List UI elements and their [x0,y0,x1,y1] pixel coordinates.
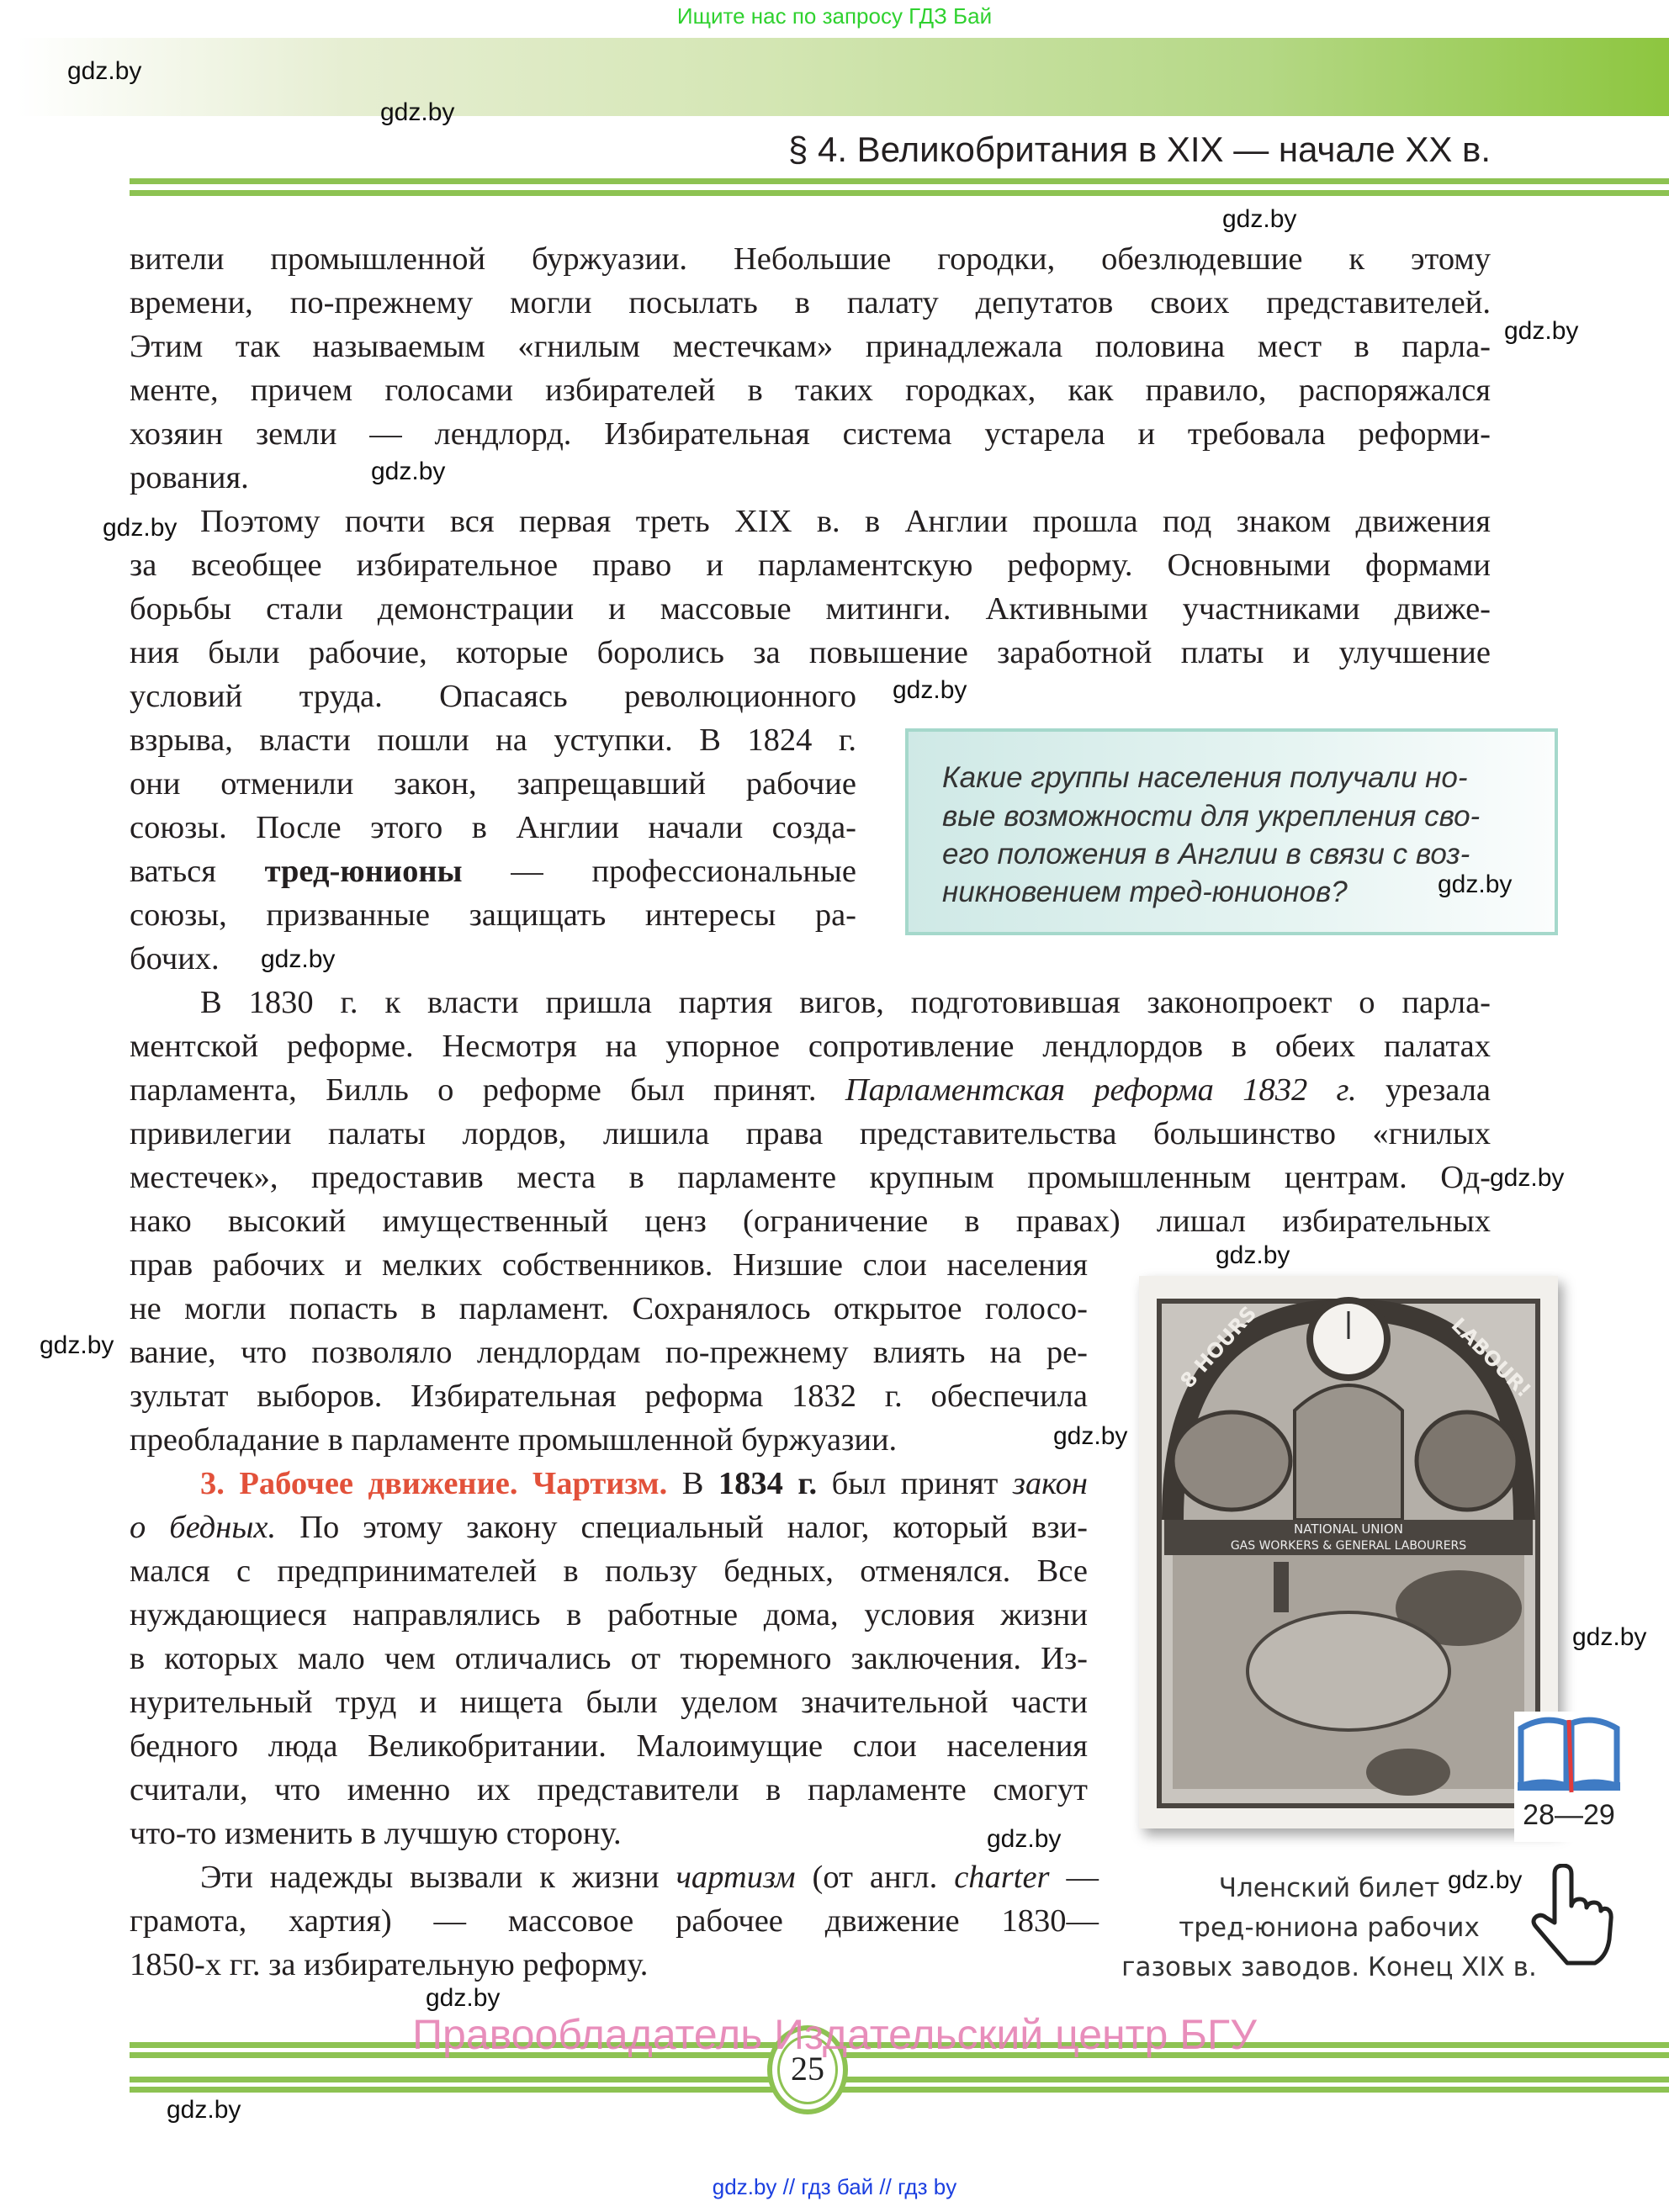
question-line: его положения в Англии в связи с воз- [942,838,1470,871]
body-line [130,543,1491,587]
body-line [130,1724,1088,1768]
pages-label: 28—29 [1523,1799,1615,1831]
gdz-watermark: gdz.by [40,1331,114,1359]
engraving-lettering: LABOUR! [1446,1313,1536,1403]
text-run: ваться [130,854,265,889]
text-run: взрыва, власти пошли на уступки. В 1824 г. [130,722,856,758]
text-run: — [1049,1860,1099,1895]
gdz-watermark: gdz.by [1490,1164,1565,1192]
text-run: Поэтому почти вся первая треть XIX в. в Англии прошла под знаком движения [200,504,1491,539]
text-run: борьбы стали демонстрации и массовые митинги. Активными участниками движе- [130,591,1491,627]
body-line [130,806,856,849]
body-line [130,1812,1088,1855]
text-run: (от англ. [795,1860,955,1895]
body-line [130,849,856,893]
text-run: что-то изменить в лучшую сторону. [130,1816,622,1851]
text-run: закон [1012,1466,1089,1501]
gdz-watermark: gdz.by [1222,205,1297,233]
engraving-lettering: 8 HOURS [1175,1301,1262,1394]
body-line [130,1899,1099,1943]
gdz-watermark: gdz.by [426,1984,501,2012]
text-run: преобладание в парламенте промышленной буржуазии. [130,1422,898,1458]
body-line [130,718,856,762]
gdz-watermark: gdz.by [371,458,446,485]
body-line [200,500,1491,543]
text-run: нурительный труд и нищета были уделом значительной части [130,1685,1088,1720]
gdz-watermark: gdz.by [1572,1623,1647,1651]
text-run: тред-юнионы [264,854,463,889]
body-line [130,1943,1099,1987]
caption-line: газовых заводов. Конец XIX в. [1121,1952,1537,1982]
body-line [130,1680,1088,1724]
textbook-pages-reference[interactable] [1514,1712,1624,1842]
membership-card-illustration [1139,1276,1558,1828]
body-line [130,937,856,981]
body-line [130,631,1491,675]
text-run: рования. [130,460,249,495]
body-line [130,587,1491,631]
text-run: В 1830 г. к власти пришла партия вигов, подготовившая законопроект о парла- [200,985,1491,1020]
text-run: менте, причем голосами избирателей в таких городках, как правило, распоряжался [130,373,1491,408]
header-gradient-bar [17,38,1669,116]
gdz-watermark: gdz.by [1438,871,1513,898]
text-run: парламента, Билль о реформе был принят. [130,1072,845,1108]
body-line [130,412,1491,456]
body-line [130,1418,1088,1462]
body-line [130,1549,1088,1593]
text-run: о бедных. [130,1510,277,1545]
question-box [905,728,1558,935]
body-line [130,762,856,806]
gdz-watermark: gdz.by [893,676,967,704]
text-run: вители промышленной буржуазии. Небольшие городки, обезлюдевшие к этому [130,241,1491,277]
text-run: charter [954,1860,1050,1895]
body-line [130,1593,1088,1637]
gdz-watermark: gdz.by [987,1825,1062,1853]
text-run: в которых мало чем отличались от тюремного заключения. Из- [130,1641,1088,1676]
text-run: ментской реформе. Несмотря на упорное сопротивление лендлордов в обеих палатах [130,1029,1491,1064]
body-line [130,1068,1491,1112]
text-run: В [667,1466,718,1501]
text-run: прав рабочих и мелких собственников. Низшие слои населения [130,1247,1088,1283]
gdz-watermark: gdz.by [1504,317,1579,345]
text-run: они отменили закон, запрещавший рабочие [130,766,856,802]
body-line [130,1768,1088,1812]
body-line [130,325,1491,368]
footer-rule [130,2087,1669,2093]
gdz-watermark: gdz.by [1216,1241,1290,1269]
engraving-lettering: GAS WORKERS & GENERAL LABOURERS [1230,1539,1467,1553]
gdz-watermark: gdz.by [1448,1866,1523,1894]
question-line: вые возможности для укрепления сво- [942,800,1481,833]
text-run: нуждающиеся направлялись в работные дома, условия жизни [130,1597,1088,1633]
body-line [130,1637,1088,1680]
gdz-watermark: gdz.by [261,945,336,973]
body-line [130,281,1491,325]
text-run: нако высокий имущественный ценз (ограничение в правах) лишал избирательных [130,1204,1491,1239]
text-run: союзы. После этого в Англии начали созда- [130,810,856,845]
text-run: бедного люда Великобритании. Малоимущие слои населения [130,1728,1088,1764]
body-line [130,1331,1088,1374]
text-run: местечек», предоставив места в парламенте крупным промышленным центрам. Од- [130,1160,1491,1195]
body-line [200,1855,1099,1899]
text-run: — профессиональные [462,854,856,889]
engraving-lettering: NATIONAL UNION [1294,1521,1403,1537]
question-line: Какие группы населения получали но- [942,761,1468,794]
caption-line: тред-юниона рабочих [1179,1913,1480,1943]
text-run: времени, по-прежнему могли посылать в палату депутатов своих представителей. [130,285,1491,320]
body-line [200,981,1491,1024]
body-line [130,368,1491,412]
gdz-watermark: gdz.by [380,98,455,126]
text-run: Эти надежды вызвали к жизни [200,1860,676,1895]
footer-rule [130,2077,1669,2082]
bottom-links[interactable]: gdz.by // гдз бай // гдз by [712,2174,957,2199]
text-run: считали, что именно их представители в парламенте смогут [130,1772,1088,1807]
gdz-watermark: gdz.by [1053,1422,1128,1450]
text-run: хозяин земли — лендлорд. Избирательная система устарела и требовала реформи- [130,416,1491,452]
text-run: чартизм [676,1860,796,1895]
text-run: 1834 г. [718,1466,818,1501]
body-line [130,1243,1088,1287]
body-line [130,893,856,937]
body-line [130,675,856,718]
gdz-watermark: gdz.by [67,57,142,85]
section-title: § 4. Великобритания в XIX — начале XX в. [787,130,1491,169]
text-run: не могли попасть в парламент. Сохранялось открытое голосо- [130,1291,1088,1326]
text-run: грамота, хартия) — массовое рабочее движение 1830— [130,1903,1099,1939]
body-line [130,1199,1491,1243]
text-run: за всеобщее избирательное право и парламентскую реформу. Основными формами [130,548,1491,583]
text-run: условий труда. Опасаясь революционного [130,679,856,714]
body-line [130,1156,1491,1199]
header-rule [130,190,1669,196]
body-line [130,1112,1491,1156]
text-run: ния были рабочие, которые боролись за повышение заработной платы и улучшение [130,635,1491,670]
copyright-watermark: Правообладатель Издательский центр БГУ [412,2011,1257,2058]
gdz-watermark: gdz.by [103,514,177,542]
text-run: урезала [1356,1072,1492,1108]
subsection-heading: 3. Рабочее движение. Чартизм. [200,1466,668,1501]
question-line: никновением тред-юнионов? [942,876,1348,908]
gdz-watermark: gdz.by [167,2096,241,2124]
body-line [130,1287,1088,1331]
body-line [130,1374,1088,1418]
text-run: Парламентская реформа 1832 г. [845,1072,1357,1108]
open-book-icon [1514,1712,1624,1796]
body-line [130,1506,1088,1549]
text-run: зультат выборов. Избирательная реформа 1832 г. обеспечила [130,1379,1088,1414]
page-number: 25 [791,2050,824,2088]
text-run: был принят [817,1466,1013,1501]
caption-line: Членский билет [1218,1873,1440,1903]
body-line [200,1462,1088,1506]
engraving-image [1139,1276,1558,1828]
text-run: привилегии палаты лордов, лишила права представительства большинство «гнилых [130,1116,1491,1151]
text-run: союзы, призванные защищать интересы ра- [130,897,856,933]
text-run: 1850-х гг. за избирательную реформу. [130,1947,649,1982]
text-run: мался с предпринимателей в пользу бедных, отменялся. Все [130,1553,1088,1589]
text-run: По этому закону специальный налог, который взи- [276,1510,1089,1545]
body-line [130,1024,1491,1068]
body-line [130,237,1491,281]
text-run: вание, что позволяло лендлордам по-прежнему влиять на ре- [130,1335,1088,1370]
text-run: Этим так называемым «гнилым местечкам» принадлежала половина мест в парла- [130,329,1491,364]
header-rule [130,178,1669,184]
search-banner: Ищите нас по запросу ГДЗ Бай [676,3,993,29]
body-line [130,456,1491,500]
text-run: бочих. [130,941,220,976]
